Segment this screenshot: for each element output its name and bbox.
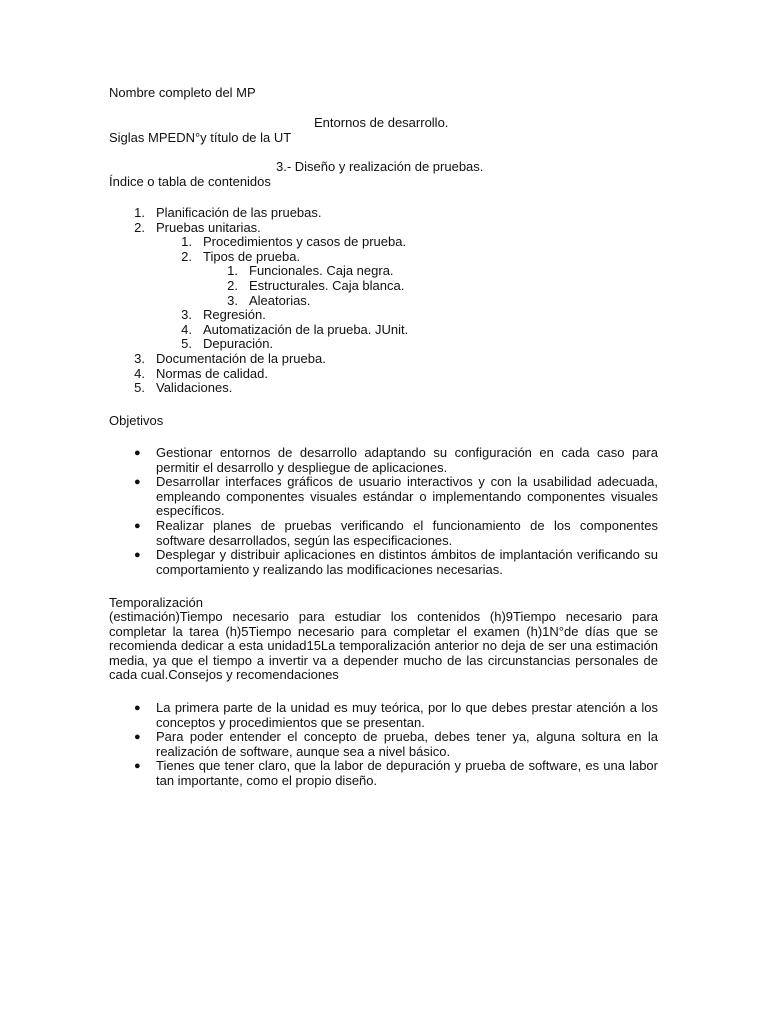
ut-label: Siglas MPEDN°y título de la UT — [109, 130, 292, 145]
toc-text: Pruebas unitarias. — [156, 219, 261, 235]
toc-item — [109, 381, 658, 396]
mp-value: Entornos de desarrollo. — [314, 115, 449, 130]
toc-number: 5. — [134, 380, 145, 396]
toc-number: 2. — [181, 248, 192, 264]
list-item — [109, 519, 658, 548]
list-item — [109, 475, 658, 519]
list-item — [109, 759, 658, 788]
toc-item — [109, 294, 658, 309]
toc-number: 3. — [181, 307, 192, 323]
toc-item — [109, 337, 658, 352]
toc-item — [109, 235, 658, 250]
bullet-icon: ● — [134, 519, 141, 532]
toc-number: 1. — [134, 205, 145, 220]
consejos-list — [109, 701, 658, 789]
table-of-contents — [109, 206, 658, 396]
toc-item — [109, 264, 658, 279]
bullet-icon: ● — [134, 731, 141, 744]
list-item-text: Para poder entender el concepto de prueba, debes tener ya, alguna soltura en la realización de software, aunque sea a nivel básico. — [156, 729, 658, 759]
bullet-icon: ● — [134, 760, 141, 773]
list-item-text: La primera parte de la unidad es muy teórica, por lo que debes prestar atención a los conceptos y procedimientos que se presentan. — [156, 700, 658, 730]
list-item — [109, 701, 658, 730]
toc-text: Procedimientos y casos de prueba. — [203, 234, 407, 250]
list-item — [109, 730, 658, 759]
toc-text: Automatización de la prueba. JUnit. — [203, 321, 409, 337]
toc-text: Regresión. — [203, 307, 266, 323]
toc-text: Planificación de las pruebas. — [156, 205, 322, 220]
list-item — [109, 548, 658, 577]
toc-text: Funcionales. Caja negra. — [249, 263, 394, 279]
list-item — [109, 446, 658, 475]
toc-number: 1. — [181, 234, 192, 250]
toc-item — [109, 323, 658, 338]
toc-item — [109, 206, 658, 221]
bullet-icon: ● — [134, 702, 141, 714]
toc-number: 3. — [227, 292, 238, 308]
toc-number: 4. — [134, 365, 145, 381]
toc-number: 2. — [134, 219, 145, 235]
bullet-icon: ● — [134, 476, 141, 489]
toc-number: 1. — [227, 263, 238, 279]
toc-text: Depuración. — [203, 336, 274, 352]
objetivos-list — [109, 446, 658, 577]
list-item-text: Gestionar entornos de desarrollo adaptando su configuración en cada caso para permitir el desarrollo y despliegue de aplicaciones. — [156, 445, 658, 475]
bullet-icon: ● — [134, 549, 141, 562]
toc-text: Normas de calidad. — [156, 365, 268, 381]
toc-item — [109, 279, 658, 294]
toc-item — [109, 352, 658, 367]
toc-item — [109, 367, 658, 382]
list-item-text: Desarrollar interfaces gráficos de usuario interactivos y con la usabilidad adecuada, empleando componentes visuales estándar o implementando componentes visuales específicos. — [156, 474, 658, 519]
toc-number: 5. — [181, 336, 192, 352]
toc-label: Índice o tabla de contenidos — [109, 174, 271, 189]
toc-number: 4. — [181, 321, 192, 337]
temporalizacion-paragraph: (estimación)Tiempo necesario para estudiar los contenidos (h)9Tiempo necesario para completar la tarea (h)5Tiempo necesario para completar el examen (h)1N°de días que se recomienda dedicar a esta unidad15La temporalización anterior no deja de ser una estimación media, ya que el tiempo a invertir va a depender mucho de las circunstancias personales de cada cual.Consejos y recomendaciones — [109, 609, 658, 683]
list-item-text: Realizar planes de pruebas verificando el funcionamiento de los componentes software desarrollados, según las especificaciones. — [156, 517, 658, 548]
toc-item — [109, 250, 658, 265]
toc-item — [109, 221, 658, 236]
mp-label: Nombre completo del MP — [109, 85, 256, 100]
list-item-text: Tienes que tener claro, que la labor de depuración y prueba de software, es una labor tan importante, como el propio diseño. — [156, 758, 658, 788]
toc-text: Aleatorias. — [249, 292, 311, 308]
list-item-text: Desplegar y distribuir aplicaciones en distintos ámbitos de implantación verificando su comportamiento y realizando las modificaciones necesarias. — [156, 547, 658, 577]
ut-value: 3.- Diseño y realización de pruebas. — [276, 159, 484, 174]
bullet-icon: ● — [134, 447, 141, 459]
toc-text: Estructurales. Caja blanca. — [249, 277, 405, 293]
temporalizacion-heading: Temporalización — [109, 595, 203, 610]
toc-number: 2. — [227, 277, 238, 293]
toc-number: 3. — [134, 350, 145, 366]
toc-text: Validaciones. — [156, 380, 233, 396]
toc-text: Tipos de prueba. — [203, 248, 301, 264]
objetivos-heading: Objetivos — [109, 413, 164, 428]
toc-item — [109, 308, 658, 323]
toc-text: Documentación de la prueba. — [156, 350, 326, 366]
